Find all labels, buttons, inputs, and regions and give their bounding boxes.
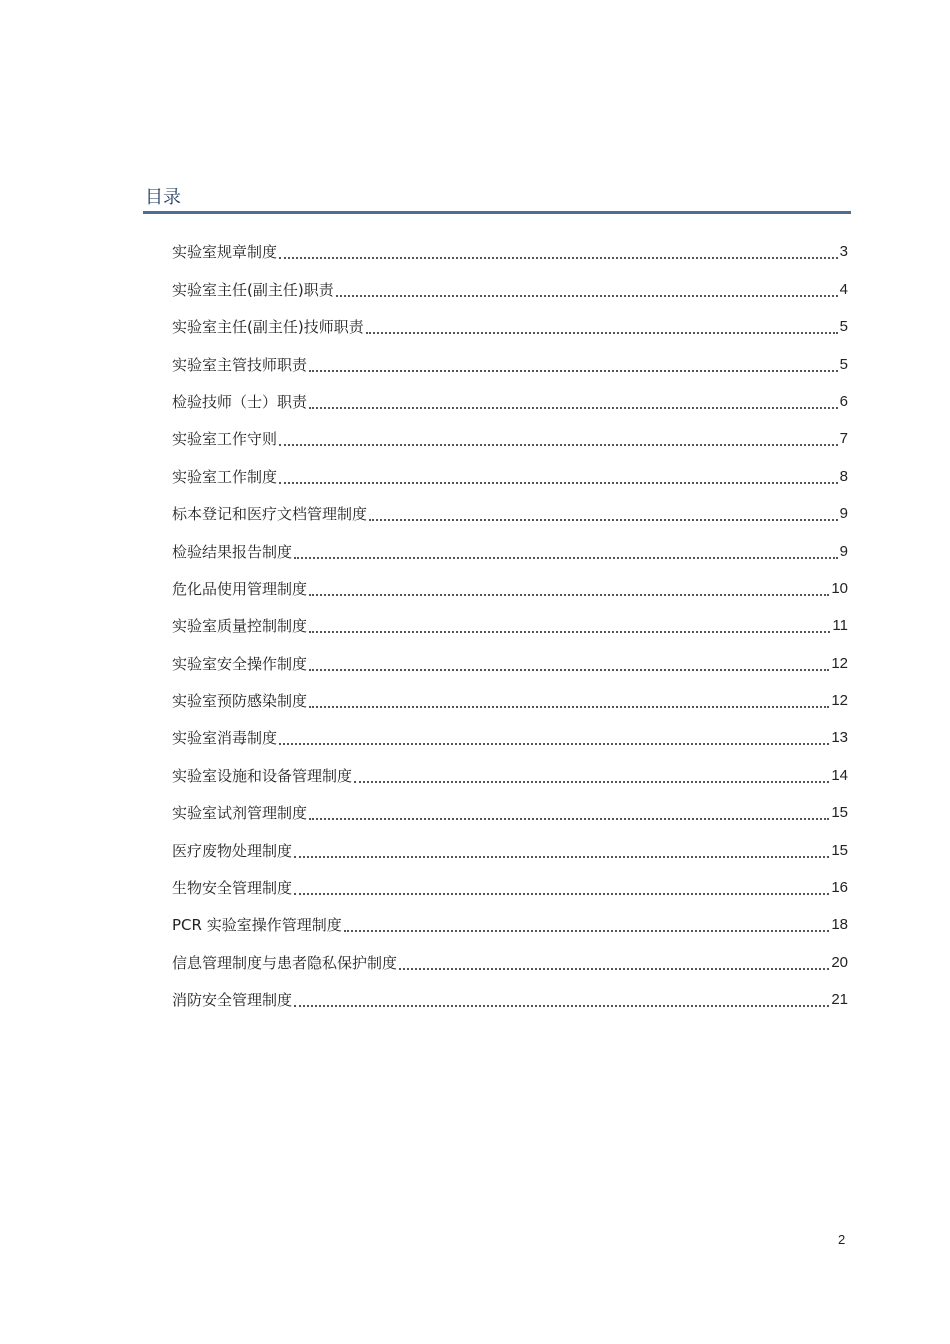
- toc-entry-title: 实验室规章制度: [172, 243, 278, 262]
- toc-entry[interactable]: [172, 379, 848, 416]
- toc-entry-page: 13: [831, 729, 848, 747]
- toc-entry-page: 7: [839, 430, 848, 448]
- toc-entry[interactable]: [172, 715, 848, 752]
- toc-entry-title: 消防安全管理制度: [172, 991, 293, 1010]
- toc-entry[interactable]: [172, 902, 848, 939]
- toc-entry-title: 实验室主管技师职责: [172, 355, 308, 374]
- toc-leader-dots: [294, 1005, 829, 1007]
- toc-entry-title: 检验技师（士）职责: [172, 392, 308, 411]
- toc-entry[interactable]: [172, 453, 848, 490]
- toc-entry[interactable]: [172, 977, 848, 1014]
- page-number: 2: [838, 1232, 846, 1247]
- toc-leader-dots: [279, 257, 838, 259]
- toc-entry-page: 18: [831, 916, 848, 934]
- toc-entry[interactable]: [172, 416, 848, 453]
- toc-entry[interactable]: [172, 266, 848, 303]
- toc-leader-dots: [336, 295, 838, 297]
- toc-entry[interactable]: [172, 341, 848, 378]
- toc-leader-dots: [309, 818, 829, 820]
- toc-entry[interactable]: [172, 640, 848, 677]
- toc-list: [172, 229, 848, 1014]
- toc-entry[interactable]: [172, 491, 848, 528]
- toc-entry-page: 9: [839, 505, 848, 523]
- toc-entry-title: 实验室试剂管理制度: [172, 804, 308, 823]
- toc-entry-title: 实验室消毒制度: [172, 729, 278, 748]
- toc-entry[interactable]: [172, 827, 848, 864]
- toc-entry[interactable]: [172, 790, 848, 827]
- toc-entry[interactable]: [172, 678, 848, 715]
- toc-leader-dots: [309, 631, 830, 633]
- toc-leader-dots: [279, 482, 838, 484]
- toc-entry-title: 危化品使用管理制度: [172, 579, 308, 598]
- toc-entry[interactable]: [172, 752, 848, 789]
- toc-leader-dots: [279, 444, 838, 446]
- toc-leader-dots: [309, 594, 829, 596]
- toc-leader-dots: [279, 743, 829, 745]
- toc-leader-dots: [344, 930, 830, 932]
- toc-entry-page: 9: [839, 542, 848, 560]
- toc-entry-page: 11: [832, 617, 848, 635]
- toc-entry-page: 5: [839, 355, 848, 373]
- toc-leader-dots: [294, 856, 829, 858]
- toc-entry-page: 8: [839, 467, 848, 485]
- toc-entry-title: 实验室设施和设备管理制度: [172, 766, 353, 785]
- toc-leader-dots: [294, 893, 829, 895]
- toc-entry[interactable]: [172, 603, 848, 640]
- toc-entry-title: 实验室主任(副主任)职责: [172, 280, 334, 299]
- toc-leader-dots: [309, 669, 829, 671]
- toc-entry-page: 5: [839, 318, 848, 336]
- toc-entry-title: 信息管理制度与患者隐私保护制度: [172, 953, 398, 972]
- toc-entry[interactable]: [172, 566, 848, 603]
- toc-entry-page: 21: [831, 991, 848, 1009]
- toc-entry-title: PCR 实验室操作管理制度: [172, 916, 342, 935]
- toc-entry-page: 12: [831, 654, 848, 672]
- toc-entry-page: 20: [831, 953, 848, 971]
- toc-entry-page: 3: [839, 243, 848, 261]
- toc-entry-page: 15: [831, 804, 848, 822]
- toc-entry[interactable]: [172, 865, 848, 902]
- toc-entry[interactable]: [172, 304, 848, 341]
- toc-entry[interactable]: [172, 528, 848, 565]
- toc-leader-dots: [309, 706, 829, 708]
- toc-entry-page: 14: [831, 766, 848, 784]
- toc-entry-title: 实验室预防感染制度: [172, 692, 308, 711]
- toc-leader-dots: [309, 370, 838, 372]
- toc-leader-dots: [309, 407, 838, 409]
- toc-leader-dots: [294, 557, 838, 559]
- toc-entry-title: 实验室主任(副主任)技师职责: [172, 318, 364, 337]
- toc-heading: 目录: [145, 187, 181, 208]
- toc-entry-title: 标本登记和医疗文档管理制度: [172, 505, 368, 524]
- toc-entry-page: 16: [831, 879, 848, 897]
- toc-entry-title: 检验结果报告制度: [172, 542, 293, 561]
- toc-leader-dots: [354, 781, 829, 783]
- toc-entry-title: 医疗废物处理制度: [172, 841, 293, 860]
- toc-leader-dots: [366, 332, 838, 334]
- toc-leader-dots: [369, 519, 838, 521]
- toc-entry[interactable]: [172, 229, 848, 266]
- toc-leader-dots: [399, 968, 829, 970]
- toc-entry-title: 实验室安全操作制度: [172, 654, 308, 673]
- toc-entry-page: 12: [831, 692, 848, 710]
- toc-entry-title: 实验室工作制度: [172, 467, 278, 486]
- toc-entry-page: 4: [839, 280, 848, 298]
- toc-entry-title: 实验室工作守则: [172, 430, 278, 449]
- toc-entry-title: 生物安全管理制度: [172, 879, 293, 898]
- toc-entry-page: 10: [831, 579, 848, 597]
- heading-rule: [143, 211, 851, 214]
- toc-entry[interactable]: [172, 939, 848, 976]
- toc-entry-page: 15: [831, 841, 848, 859]
- toc-entry-title: 实验室质量控制制度: [172, 617, 308, 636]
- toc-entry-page: 6: [839, 392, 848, 410]
